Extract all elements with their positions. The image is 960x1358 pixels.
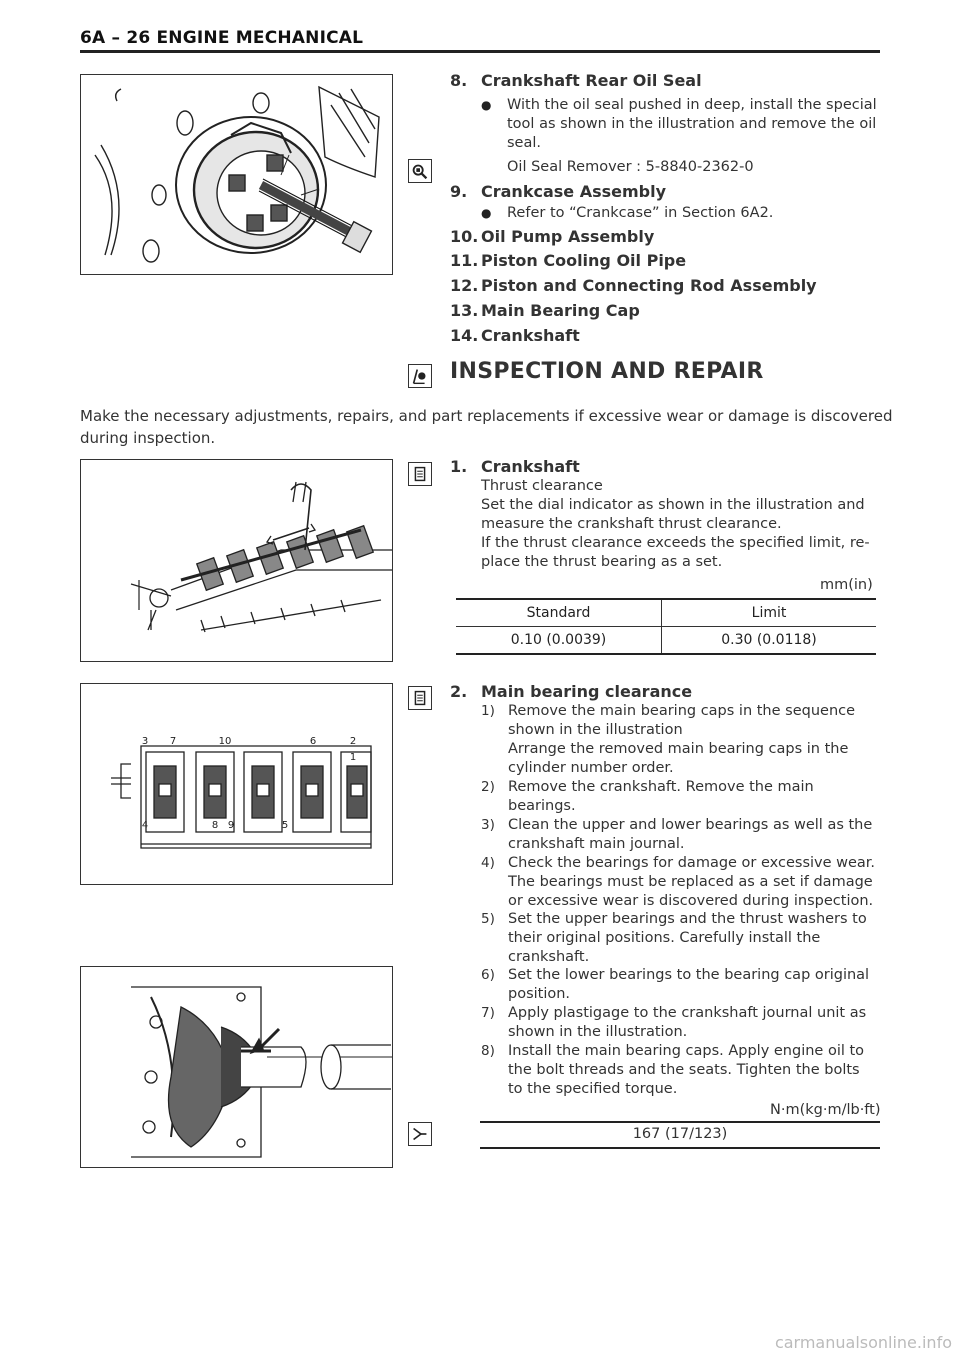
text-line: Set the dial indicator as shown in the illustration and [481,497,865,513]
item-9-title: Crankcase Assembly [481,182,667,201]
torque-value: 167 (17/123) [632,1126,728,1142]
text-line: place the thrust bearing as a set. [481,554,723,570]
figure-plastigage [80,966,393,1168]
table-header-limit: Limit [751,605,787,621]
torque-table-bottom-rule [480,1147,880,1149]
page-header-title: 6A – 26 ENGINE MECHANICAL [80,28,364,48]
cap-number-label: 7 [169,736,177,747]
item-9-bullet-text: Refer to “Crankcase” in Section 6A2. [507,205,774,221]
crankshaft-title: Crankshaft [481,457,580,476]
step-text [508,966,898,1004]
text-line: or excessive wear is discovered during inspection. [508,893,874,909]
step-text [508,1004,898,1042]
inspection-intro [80,405,900,449]
item-number: 10. [450,227,479,246]
item-11-heading [450,251,686,270]
step-text [508,854,898,911]
item-8-heading [450,71,702,90]
item-8-tool-spec: Oil Seal Remover : 5-8840-2362-0 [507,159,754,175]
step-number: 4) [481,855,495,871]
figure-thrust-clearance [80,459,393,662]
text-line: Set the upper bearings and the thrust washers to [508,911,867,927]
bullet-icon: ● [481,206,492,220]
step-number: 6) [481,967,495,983]
text-line: If the thrust clearance exceeds the specified limit, re- [481,535,870,551]
item-title: Piston Cooling Oil Pipe [481,251,687,270]
step-text [508,910,898,967]
figure-bearing-cap-sequence [80,683,393,885]
cap-number-label: 4 [141,820,149,831]
text-line: Remove the crankshaft. Remove the main [508,779,814,795]
thrust-clearance-illustration [81,460,392,661]
text-line: the bolt threads and the seats. Tighten the bolts [508,1062,860,1078]
step-text [508,702,898,778]
thrust-clearance-table [456,598,876,655]
item-number: 11. [450,251,479,270]
text-line: Check the bearings for damage or excessive wear. [508,855,876,871]
item-9-number: 9. [450,182,468,201]
special-tool-icon [408,159,432,183]
crankshaft-subtitle: Thrust clearance [481,478,603,494]
text-line: The bearings must be replaced as a set if damage [508,874,873,890]
item-title: Main Bearing Cap [481,301,640,320]
crankshaft-body [481,496,891,572]
text-line: Make the necessary adjustments, repairs, and part replacements if excessive wear or damage is discovered [80,407,893,425]
cap-number-label: 6 [309,736,317,747]
text-line: Clean the upper and lower bearings as well as the [508,817,873,833]
step-number: 1) [481,703,495,719]
item-9-heading [450,182,666,201]
text-line: bearings. [508,798,576,814]
step-number: 3) [481,817,495,833]
item-12-heading [450,276,817,295]
text-line: crankshaft. [508,949,590,965]
text-line: shown in the illustration. [508,1024,688,1040]
cap-number-label: 5 [281,820,289,831]
main-bearing-title: Main bearing clearance [481,682,693,701]
item-title: Piston and Connecting Rod Assembly [481,276,817,295]
step-number: 2) [481,779,495,795]
crankshaft-number: 1. [450,457,468,476]
plastigage-illustration [81,967,392,1167]
cap-number-label: 2 [349,736,357,747]
text-line: Install the main bearing caps. Apply engine oil to [508,1043,865,1059]
main-bearing-heading [450,682,692,701]
inspection-icon [408,364,432,388]
text-line: Set the lower bearings to the bearing cap original [508,967,870,983]
step-text [508,1042,898,1099]
item-13-heading [450,301,640,320]
text-line: Remove the main bearing caps in the sequence [508,703,856,719]
item-8-title: Crankshaft Rear Oil Seal [481,71,702,90]
text-line: crankshaft main journal. [508,836,685,852]
cap-number-label: 10 [218,736,232,747]
bullet-icon: ● [481,98,492,112]
site-watermark: carmanualsonline.info [774,1333,952,1352]
table-value-standard: 0.10 (0.0039) [456,627,662,655]
item-10-heading [450,227,654,246]
text-line: With the oil seal pushed in deep, install the special [507,97,877,113]
text-line: their original positions. Carefully install the [508,930,821,946]
bearing-cap-sequence-illustration [81,684,392,884]
measurement-icon [408,462,432,486]
crankshaft-heading [450,457,580,476]
thrust-unit-label: mm(in) [820,577,873,593]
item-8-number: 8. [450,71,468,90]
inspection-section-title: INSPECTION AND REPAIR [450,359,764,384]
text-line: tool as shown in the illustration and remove the oil [507,116,877,132]
oil-seal-remover-illustration [81,75,392,274]
cap-number-label: 1 [349,752,357,763]
text-line: measure the crankshaft thrust clearance. [481,516,782,532]
figure-oil-seal-remover [80,74,393,275]
item-8-bullet-text [507,96,887,153]
text-line: during inspection. [80,429,216,447]
item-number: 12. [450,276,479,295]
table-value-limit: 0.30 (0.0118) [721,632,817,648]
text-line: shown in the illustration [508,722,683,738]
text-line: Apply plastigage to the crankshaft journal unit as [508,1005,867,1021]
torque-wrench-icon [408,1122,432,1146]
cap-number-label: 8 [211,820,219,831]
step-text [508,778,898,816]
header-rule [80,50,880,53]
text-line: position. [508,986,571,1002]
step-number: 7) [481,1005,495,1021]
bearing-measurement-icon [408,686,432,710]
item-title: Crankshaft [481,326,580,345]
item-number: 13. [450,301,479,320]
item-title: Oil Pump Assembly [481,227,655,246]
text-line: to the specified torque. [508,1081,678,1097]
main-bearing-number: 2. [450,682,468,701]
item-14-heading [450,326,580,345]
step-number: 8) [481,1043,495,1059]
step-number: 5) [481,911,495,927]
cap-number-label: 9 [227,820,235,831]
step-text [508,816,898,854]
item-number: 14. [450,326,479,345]
torque-table-top-rule [480,1121,880,1123]
cap-number-label: 3 [141,736,149,747]
text-line: Arrange the removed main bearing caps in the [508,741,849,757]
table-header-standard: Standard [456,599,662,627]
torque-unit-label: N·m(kg·m/lb·ft) [770,1102,881,1118]
text-line: cylinder number order. [508,760,674,776]
text-line: seal. [507,135,541,151]
